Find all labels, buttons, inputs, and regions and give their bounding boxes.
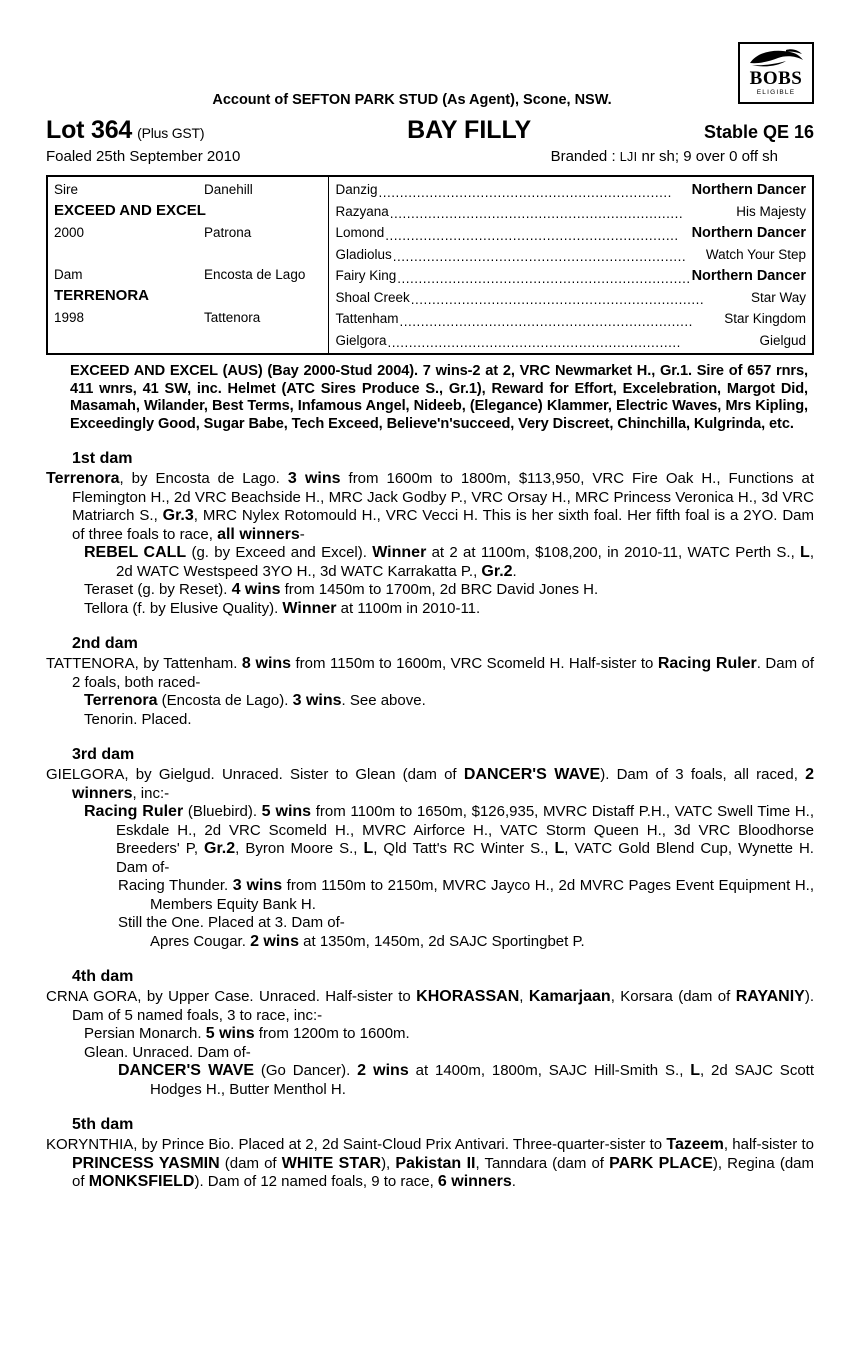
dam1-wins: 3 wins	[287, 470, 341, 487]
grandparent-row	[335, 244, 806, 266]
grandparent-row	[335, 265, 806, 287]
dot-leader: .....................................................................	[389, 206, 684, 221]
ac-wins: 2 wins	[250, 932, 299, 950]
foaled-branded-row	[46, 148, 814, 165]
logo-brand: BOBS	[749, 68, 803, 89]
foaled-date: Foaled 25th September 2010	[46, 148, 241, 165]
terrenora-wins: 3 wins	[292, 692, 342, 709]
teraset-wins: 4 wins	[231, 581, 281, 598]
gp-right: Northern Dancer	[691, 225, 806, 241]
sire-label-row	[54, 179, 328, 200]
dw-t3: , 2d SAJC Scott Hodges H., Butter Menthol H.	[150, 1062, 814, 1098]
terrenora-t2: . See above.	[341, 692, 426, 709]
dam5-name: KORYNTHIA, by Prince Bio. Placed at 2, 2d Saint-Cloud Prix Antivari. Three-quarter-sister to	[46, 1136, 667, 1153]
gp-left: Fairy King	[335, 268, 397, 283]
dot-leader: .....................................................................	[378, 184, 672, 200]
stable-number: Stable QE 16	[703, 122, 814, 142]
dam4-t2: , Korsara (dam of	[610, 988, 736, 1005]
rr-t5: , VATC Gold Blend Cup, Wynette H. Dam of-	[116, 840, 814, 876]
rc-t2: at 2 at 1100m, $108,200, in 2010-11, WATC Perth S.,	[426, 544, 801, 561]
rt-name: Racing Thunder.	[118, 877, 233, 894]
dw-listed: L	[690, 1062, 701, 1079]
dam2-name: TATTENORA, by Tattenham.	[46, 655, 242, 672]
dw-wins: 2 wins	[357, 1062, 409, 1079]
dam5-winners: 6 winners	[437, 1173, 512, 1190]
sire-year: 2000	[54, 225, 85, 240]
dam-spacer	[204, 285, 328, 307]
section-title-5th-dam: 5th dam	[72, 1116, 134, 1133]
progeny-tenorin: Tenorin. Placed.	[84, 710, 192, 728]
dot-leader: .....................................................................	[385, 227, 679, 243]
rr-wins: 5 wins	[261, 803, 312, 820]
dam4-kamarjaan: Kamarjaan	[528, 988, 611, 1005]
pm-rest: from 1200m to 1600m.	[254, 1025, 410, 1042]
rc-grade: Gr.2	[481, 562, 513, 580]
gp-right: Watch Your Step	[705, 246, 806, 262]
pedigree-right-column	[329, 177, 812, 353]
dam5-main	[46, 1136, 815, 1192]
grandparent-row	[335, 222, 806, 244]
dam5-tazeem: Tazeem	[666, 1136, 724, 1153]
dam5-t4: , Tanndara (dam of	[475, 1154, 610, 1172]
dam1-t3: , MRC Nylex Rotomould H., VRC Vecci H. This is her sixth foal. Her fifth foal is a 2YO. Dam of three foals to race,	[72, 507, 814, 543]
dam1-t2: from 1600m to 1800m, $113,950, VRC Fire Oak H., Functions at Flemington H., 2d VRC Beachside H., MRC Jack Godby P., VRC Orsay H., MRC Princess Veronica H., 3d VRC Matriarch S.,	[72, 470, 815, 524]
sire-label: Sire	[54, 182, 79, 197]
dam2-t2: . Dam of 2 foals, both raced-	[72, 655, 815, 691]
sire-spacer	[204, 200, 328, 222]
sire-dam-name: Patrona	[204, 225, 252, 240]
sire-year-row	[54, 222, 328, 243]
progeny-still-the-one: Still the One. Placed at 3. Dam of-	[118, 914, 345, 931]
tellora-name: Tellora (f. by Elusive Quality).	[84, 599, 283, 617]
ac-rest: at 1350m, 1450m, 2d SAJC Sportingbet P.	[298, 932, 585, 950]
teraset-name: Teraset (g. by Reset).	[84, 581, 232, 598]
bobs-logo	[738, 42, 814, 104]
dam3-t2: , inc:-	[132, 784, 170, 802]
horse-swoosh-icon	[746, 47, 806, 69]
gp-left: Danzig	[335, 182, 378, 197]
dot-leader: .....................................................................	[410, 292, 705, 307]
lot-gst-note: (Plus GST)	[137, 125, 205, 141]
dot-leader: .....................................................................	[399, 313, 693, 329]
progeny-terrenora	[84, 692, 814, 711]
dot-leader: .....................................................................	[392, 249, 687, 264]
dam-label: Dam	[54, 267, 83, 282]
gp-right: Northern Dancer	[691, 268, 806, 284]
section-title-4th-dam: 4th dam	[72, 968, 134, 985]
dam-sire-name: Encosta de Lago	[204, 267, 306, 282]
branded-label: Branded :	[550, 148, 616, 165]
section-title-3rd-dam: 3rd dam	[72, 746, 135, 763]
gp-right: Star Kingdom	[724, 311, 806, 326]
grandparent-row	[335, 179, 806, 201]
grandparent-row	[335, 330, 806, 352]
dam3-dancerswave: DANCER'S WAVE	[463, 766, 601, 783]
progeny-rebel-call	[84, 544, 814, 581]
dam1-body	[46, 470, 814, 618]
dam3-name: GIELGORA, by Gielgud. Unraced. Sister to Glean (dam of	[46, 766, 464, 783]
gp-right: Gielgud	[759, 332, 806, 348]
rc-t4: .	[512, 562, 517, 580]
rc-t1: (g. by Exceed and Excel).	[186, 544, 373, 561]
tellora-winner: Winner	[282, 599, 337, 617]
rc-t3: , 2d WATC Westspeed 3YO H., 3d WATC Karrakatta P.,	[116, 544, 814, 580]
dam5-t5: ), Regina (dam of	[72, 1154, 814, 1190]
rt-rest: from 1150m to 2150m, MVRC Jayco H., 2d MVRC Pages Event Equipment H., Members Equity Bank H.	[150, 877, 815, 913]
dam-name-row	[54, 285, 328, 307]
dam-name: TERRENORA	[54, 287, 150, 304]
lot-number-text: Lot 364	[46, 116, 133, 144]
terrenora-t1: (Encosta de Lago).	[157, 692, 293, 709]
rc-winner: Winner	[372, 544, 427, 561]
sire-name-row	[54, 200, 328, 222]
dam-label-row	[54, 264, 328, 285]
section-title-1st-dam: 1st dam	[72, 450, 133, 467]
dam3-winners: 2 winners	[72, 766, 815, 802]
dam5-princess-yasmin: PRINCESS YASMIN	[72, 1154, 220, 1172]
progeny-tellora	[84, 599, 814, 619]
grandparent-row	[335, 308, 806, 330]
lot-number	[46, 116, 204, 145]
gp-right: His Majesty	[736, 203, 806, 219]
rr-t3: , Byron Moore S.,	[235, 840, 364, 857]
sire-name: EXCEED AND EXCEL	[54, 202, 206, 219]
rr-grade: Gr.2	[204, 840, 236, 857]
rr-t1: (Bluebird).	[183, 803, 262, 820]
terrenora-name: Terrenora	[84, 692, 158, 709]
dam2-body	[46, 655, 814, 729]
progeny-persian-monarch	[84, 1025, 814, 1044]
grandparent-row	[335, 201, 806, 223]
gp-left: Lomond	[335, 225, 385, 240]
dam1-grade: Gr.3	[162, 507, 194, 524]
dam5-white-star: WHITE STAR	[281, 1154, 382, 1172]
dam5-monksfield: MONKSFIELD	[88, 1173, 195, 1190]
progeny-glean: Glean. Unraced. Dam of-	[84, 1043, 251, 1061]
progeny-teraset	[84, 581, 814, 600]
rebel-call-name: REBEL CALL	[84, 544, 187, 561]
dam5-t2: (dam of	[219, 1154, 282, 1172]
dam-year: 1998	[54, 310, 85, 325]
dam3-t1: ). Dam of 3 foals, all raced,	[600, 766, 806, 783]
section-title-2nd-dam: 2nd dam	[72, 635, 138, 652]
dam2-racingruler: Racing Ruler	[657, 655, 757, 672]
branded-code: LJI	[619, 150, 638, 164]
horse-type: BAY FILLY	[407, 116, 532, 144]
dot-leader: .....................................................................	[387, 335, 681, 350]
dam5-body	[46, 1136, 814, 1192]
tellora-rest: at 1100m in 2010-11.	[336, 599, 481, 617]
sire-summary: EXCEED AND EXCEL (AUS) (Bay 2000-Stud 2004). 7 wins-2 at 2, VRC Newmarket H., Gr.1. Sire of 657 rnrs, 411 wnrs, 41 SW, inc. Helmet (ATC Sires Produce S., Gr.1), Reward for Effort, Excelebration, Margot Did, Masamah, Wilander, Best Terms, Infamous Angel, Nideeb, (Elegance) Klammer, Electric Waves, Mrs Kipling, Exceedingly Good, Sugar Babe, Tech Exceed, Believe'n'succeed, Very Discreet, Chinchilla, Kulgrinda, etc.	[70, 363, 808, 432]
lot-header-row	[46, 116, 814, 145]
dam4-t1: ,	[519, 988, 529, 1005]
gp-left: Tattenham	[335, 311, 399, 326]
teraset-rest: from 1450m to 1700m, 2d BRC David Jones H.	[280, 581, 599, 598]
gp-left: Gielgora	[335, 332, 387, 348]
rr-t4: , Qld Tatt's RC Winter S.,	[373, 840, 555, 857]
gp-right: Northern Dancer	[691, 182, 806, 198]
logo-subtitle: ELIGIBLE	[756, 89, 796, 96]
rr-t2: from 1100m to 1650m, $126,935, MVRC Distaff P.H., VATC Swell Time H., Eskdale H., 2d VRC Scomeld H., MVRC Airforce H., VATC Storm Queen H., 3d VRC Bloodhorse Breeders' P,	[116, 803, 815, 857]
dam5-t6: ). Dam of 12 named foals, 9 to race,	[194, 1173, 438, 1190]
ac-name: Apres Cougar.	[150, 932, 251, 950]
progeny-dancers-wave	[118, 1062, 814, 1099]
pedigree-table	[46, 175, 814, 355]
dam3-body	[46, 766, 814, 951]
dam4-main	[46, 988, 814, 1025]
dam5-pakistan-ii: Pakistan II	[395, 1154, 476, 1172]
pm-wins: 5 wins	[205, 1025, 255, 1042]
dam1-allwinners: all winners	[217, 525, 300, 543]
progeny-racing-thunder	[118, 877, 815, 914]
dw-t2: at 1400m, 1800m, SAJC Hill-Smith S.,	[408, 1062, 691, 1079]
gp-left: Shoal Creek	[335, 289, 410, 305]
dam1-t1: , by Encosta de Lago.	[119, 470, 288, 487]
dam2-main	[46, 655, 815, 692]
dam4-khorassan: KHORASSAN	[416, 988, 520, 1005]
rc-listed: L	[800, 544, 810, 561]
dam4-rayaniy: RAYANIY	[735, 988, 805, 1005]
dam3-main	[46, 766, 815, 803]
gp-right: Star Way	[750, 289, 806, 305]
pedigree-left-column	[48, 177, 329, 353]
dam4-body	[46, 988, 814, 1099]
dam5-t3: ),	[381, 1154, 396, 1172]
dam4-name: CRNA GORA, by Upper Case. Unraced. Half-sister to	[46, 988, 417, 1005]
dw-t1: (Go Dancer).	[254, 1062, 358, 1079]
dam5-t1: , half-sister to	[723, 1136, 815, 1153]
dam4-t3: ). Dam of 5 named foals, 3 to race, inc:-	[72, 988, 814, 1024]
account-line: Account of SEFTON PARK STUD (As Agent), Scone, NSW.	[212, 92, 612, 108]
dw-name: DANCER'S WAVE	[118, 1062, 254, 1079]
gp-left: Razyana	[335, 203, 389, 219]
branded-info	[551, 148, 814, 165]
sire-blank-row	[54, 243, 328, 264]
sire-sire-name: Danehill	[204, 182, 253, 197]
branded-rest: nr sh; 9 over 0 off sh	[641, 148, 778, 165]
dam2-wins: 8 wins	[241, 655, 292, 672]
dam1-main	[46, 470, 815, 544]
dam-blank-row	[54, 328, 328, 349]
rr-listed2: L	[554, 840, 565, 857]
dam5-t7: .	[511, 1173, 516, 1190]
dam-dam-name: Tattenora	[204, 310, 261, 325]
progeny-apres-cougar	[150, 933, 814, 952]
dam5-park-place: PARK PLACE	[609, 1154, 713, 1172]
dam1-name: Terrenora	[46, 470, 120, 487]
racing-ruler-name: Racing Ruler	[84, 803, 184, 820]
dam1-t4: -	[299, 525, 305, 543]
progeny-racing-ruler	[84, 803, 815, 877]
rt-wins: 3 wins	[232, 877, 283, 894]
dot-leader: .....................................................................	[397, 270, 691, 286]
dam-year-row	[54, 307, 328, 328]
rr-listed1: L	[363, 840, 374, 857]
grandparent-row	[335, 287, 806, 309]
pm-name: Persian Monarch.	[84, 1025, 206, 1042]
dam2-t1: from 1150m to 1600m, VRC Scomeld H. Half-sister to	[291, 655, 658, 672]
gp-left: Gladiolus	[335, 246, 392, 262]
